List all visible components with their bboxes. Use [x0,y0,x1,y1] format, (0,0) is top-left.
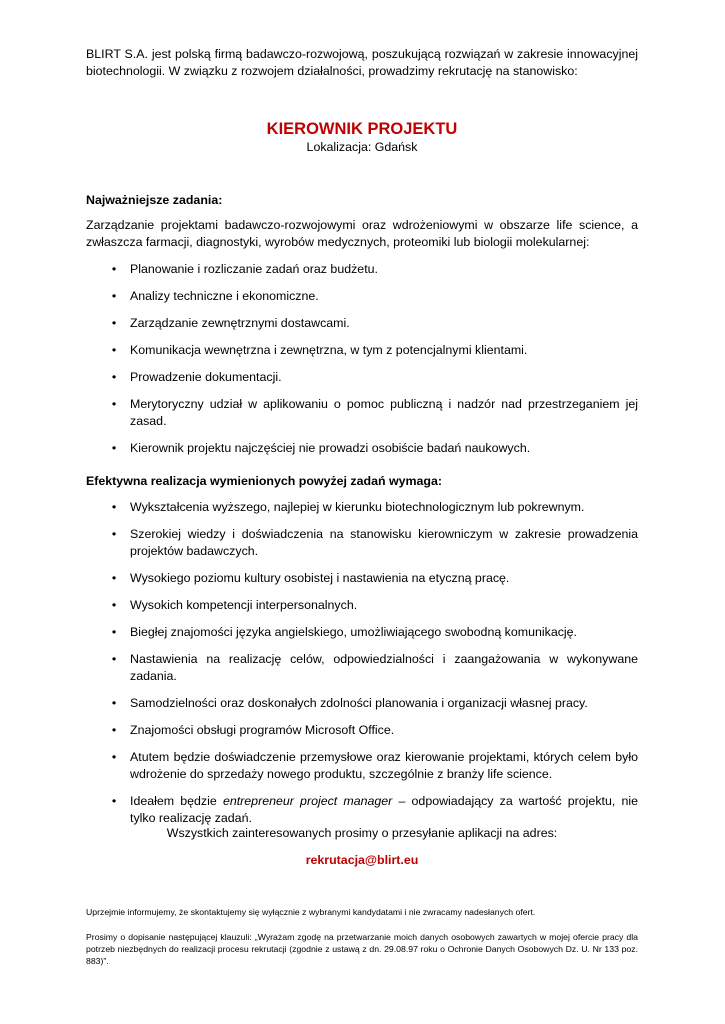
requirements-heading: Efektywna realizacja wymienionych powyżej zadań wymaga: [86,474,443,488]
list-item [86,499,638,516]
bullet-icon: • [111,343,117,357]
list-item-text: Samodzielności oraz doskonałych zdolności planowania i organizacji własnej pracy. [130,696,588,710]
bullet-icon: • [111,750,117,764]
job-location: Lokalizacja: Gdańsk [306,140,418,154]
list-item [86,288,638,305]
list-item-text: Atutem będzie doświadczenie przemysłowe oraz kierowanie projektami, których celem było wdrożenie do sprzedaży nowego produktu, szczególnie z branży life science. [130,750,638,781]
bullet-icon: • [111,598,117,612]
list-item [86,597,638,614]
bullet-icon: • [111,723,117,737]
tasks-heading: Najważniejsze zadania: [86,193,223,207]
bullet-icon: • [111,262,117,276]
list-item-text: Biegłej znajomości języka angielskiego, umożliwiającego swobodną komunikację. [130,625,577,639]
tasks-description: Zarządzanie projektami badawczo-rozwojowymi oraz wdrożeniowymi w obszarze life science, a zwłaszcza farmacji, diagnostyki, wyrobów medycznych, proteomiki lub biologii molekularnej: [86,218,638,249]
list-item [86,722,638,739]
list-item-text: Analizy techniczne i ekonomiczne. [130,289,319,303]
emphasis-text: entrepreneur project manager [222,794,393,808]
list-item-text: Szerokiej wiedzy i doświadczenia na stanowisku kierowniczym w zakresie prowadzenia projektów badawczych. [130,527,638,558]
bullet-icon: • [111,500,117,514]
bullet-icon: • [111,696,117,710]
list-item [86,261,638,278]
bullet-icon: • [111,794,117,808]
bullet-icon: • [111,527,117,541]
bullet-icon: • [111,397,117,411]
list-item-text: Ideałem będzie [130,794,223,808]
list-item [86,749,638,783]
bullet-icon: • [111,571,117,585]
list-item-text: Komunikacja wewnętrzna i zewnętrzna, w tym z potencjalnymi klientami. [130,343,528,357]
list-item [86,396,638,430]
list-item-text: Kierownik projektu najczęściej nie prowadzi osobiście badań naukowych. [130,441,531,455]
list-item [86,342,638,359]
list-item [86,440,638,457]
bullet-icon: • [111,316,117,330]
list-item [86,624,638,641]
application-email-link[interactable]: rekrutacja@blirt.eu [305,853,419,867]
list-item-text: Wysokiego poziomu kultury osobistej i nastawienia na etyczną pracę. [130,571,510,585]
list-item [86,526,638,560]
list-item-text: Zarządzanie zewnętrznymi dostawcami. [130,316,350,330]
tasks-list [86,261,638,467]
list-item-text: Planowanie i rozliczanie zadań oraz budżetu. [130,262,378,276]
footer-data-clause: Prosimy o dopisanie następującej klauzuli: „Wyrażam zgodę na przetwarzanie moich danych osobowych zawartych w mojej ofercie pracy dla potrzeb niezbędnych do realizacji procesu rekrutacji (zgodnie z ustawą z dn. 29.08.97 roku o Ochronie Danych Osobowych Dz. U. Nr 133 poz. 883)”. [86,932,638,966]
list-item [86,651,638,685]
list-item-text: Znajomości obsługi programów Microsoft Office. [130,723,395,737]
list-item-text: Nastawienia na realizację celów, odpowiedzialności i zaangażowania w wykonywane zadania. [130,652,638,683]
requirements-list [86,499,638,827]
bullet-icon: • [111,289,117,303]
bullet-icon: • [111,625,117,639]
list-item-text: Merytoryczny udział w aplikowaniu o pomoc publiczną i nadzór nad przestrzeganiem jej zasad. [130,397,638,428]
list-item [86,570,638,587]
list-item [86,369,638,386]
bullet-icon: • [111,441,117,455]
bullet-icon: • [111,370,117,384]
apply-instruction: Wszystkich zainteresowanych prosimy o przesyłanie aplikacji na adres: [166,826,558,840]
list-item-text: Wysokich kompetencji interpersonalnych. [130,598,358,612]
intro-paragraph: BLIRT S.A. jest polską firmą badawczo-rozwojową, poszukującą rozwiązań w zakresie innowacyjnej biotechnologii. W związku z rozwojem działalności, prowadzimy rekrutację na stanowisko: [86,47,638,78]
list-item-text: – odpowiadający za wartość projektu, nie tylko realizację zadań. [130,794,638,825]
list-item [86,315,638,332]
job-title: KIEROWNIK PROJEKTU [266,120,458,138]
list-item [86,695,638,712]
bullet-icon: • [111,652,117,666]
list-item-text: Prowadzenie dokumentacji. [130,370,282,384]
list-item [86,793,638,827]
list-item-text: Wykształcenia wyższego, najlepiej w kierunku biotechnologicznym lub pokrewnym. [130,500,585,514]
footer-notice: Uprzejmie informujemy, że skontaktujemy się wyłącznie z wybranymi kandydatami i nie zwracamy nadesłanych ofert. [86,907,536,917]
